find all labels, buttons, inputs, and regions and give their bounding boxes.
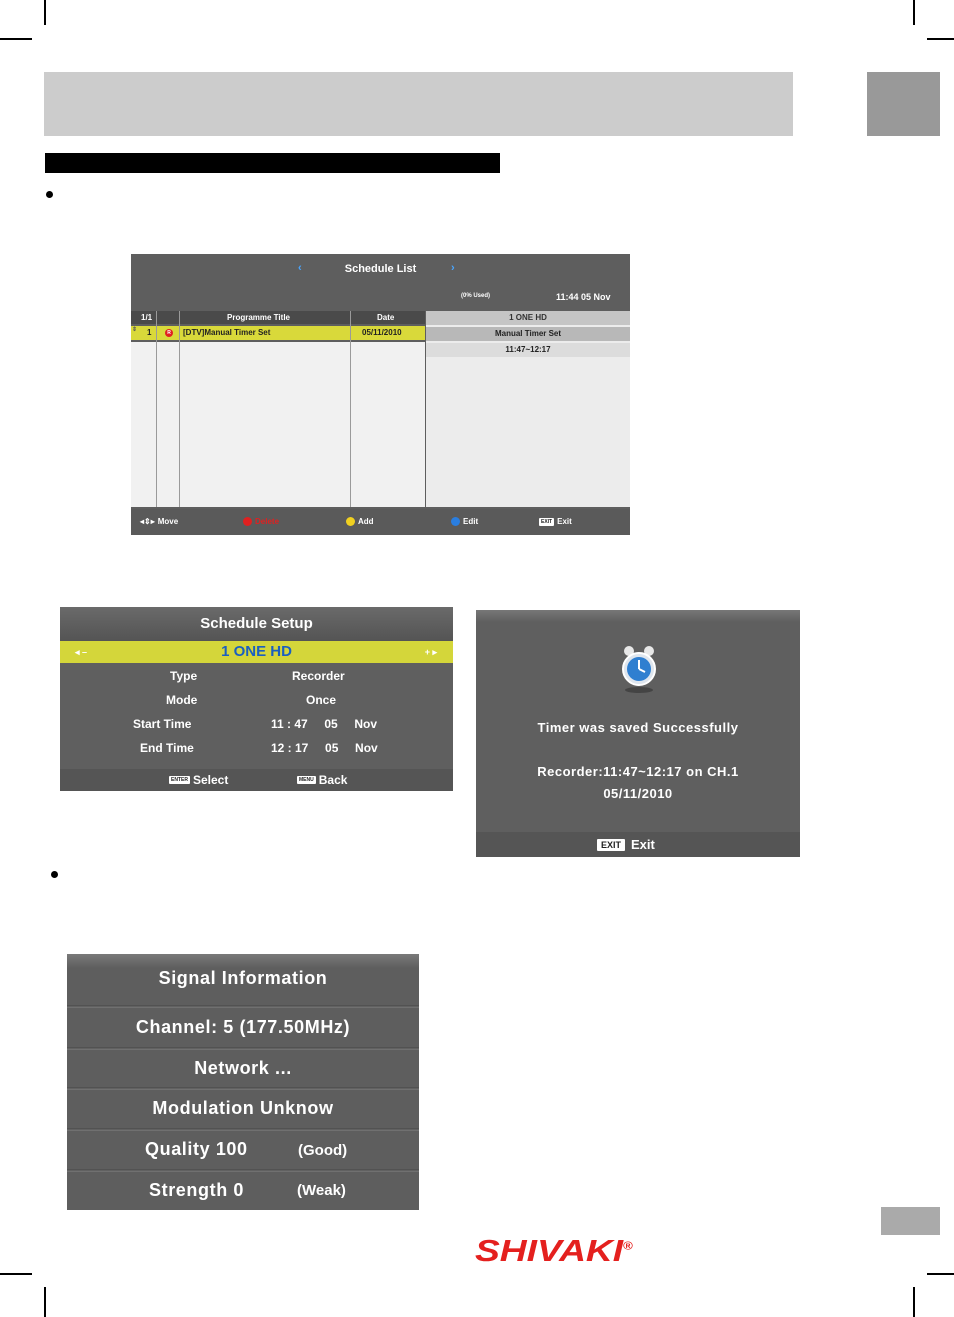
type-label: Type <box>170 669 198 683</box>
schedule-setup-title: Schedule Setup <box>60 607 453 641</box>
popup-top-edge <box>476 610 800 622</box>
divider <box>179 311 180 507</box>
bullet-point <box>51 871 58 878</box>
timer-detail-line2: 05/11/2010 <box>603 786 673 801</box>
timer-message: Timer was saved Successfully <box>537 720 739 735</box>
crop-mark <box>927 1273 954 1275</box>
col-index: 1/1 <box>141 313 153 322</box>
move-hint: ◂⇕▸ Move <box>140 517 179 526</box>
schedule-list-footer <box>131 509 630 535</box>
divider <box>67 1169 419 1172</box>
crop-mark <box>0 1273 32 1275</box>
modulation-info: Modulation Unknow <box>152 1098 334 1118</box>
scroll-icon: ⇕ <box>132 327 138 333</box>
row-date: 05/11/2010 <box>362 328 402 337</box>
yellow-key-icon <box>346 517 355 526</box>
type-value[interactable]: Recorder <box>292 669 345 683</box>
move-arrows-icon: ◂⇕▸ <box>140 517 155 526</box>
col-date: Date <box>377 313 395 322</box>
bullet-point <box>46 191 53 198</box>
detail-channel: 1 ONE HD <box>426 311 630 325</box>
header-band <box>44 72 793 136</box>
exit-key-icon: EXIT <box>597 839 625 851</box>
clock-label: 11:44 05 Nov <box>556 292 611 302</box>
schedule-setup-footer <box>60 769 453 791</box>
crop-mark <box>0 38 32 40</box>
divider <box>350 311 351 507</box>
delete-button[interactable]: Delete <box>243 517 279 526</box>
crop-mark <box>927 38 954 40</box>
back-button[interactable]: MENU Back <box>299 773 348 787</box>
header-tab <box>867 72 940 136</box>
detail-panel <box>426 311 630 507</box>
col-title: Programme Title <box>227 313 290 322</box>
end-time-value[interactable]: 12 : 17 05 Nov <box>271 741 378 755</box>
mode-value[interactable]: Once <box>306 693 337 707</box>
registered-mark: ® <box>623 1240 633 1253</box>
detail-name: Manual Timer Set <box>426 327 630 341</box>
start-time-label: Start Time <box>133 717 192 731</box>
crop-mark <box>913 0 915 25</box>
arrow-right-icon[interactable]: + ▸ <box>424 647 437 657</box>
quality-status: (Good) <box>298 1142 348 1159</box>
signal-info-title: Signal Information <box>158 968 328 988</box>
schedule-setup-screen <box>60 607 453 791</box>
divider <box>67 1005 419 1008</box>
screen-top-edge <box>67 954 419 968</box>
select-button[interactable]: ENTER Select <box>171 773 229 787</box>
network-info: Network ... <box>194 1058 292 1078</box>
signal-info-screen <box>67 954 419 1210</box>
divider <box>67 1087 419 1090</box>
section-bar <box>45 153 500 173</box>
arrow-right-icon[interactable]: › <box>451 262 455 274</box>
strength-status: (Weak) <box>297 1182 346 1199</box>
channel-info: Channel: 5 (177.50MHz) <box>135 1017 351 1037</box>
schedule-list-screen <box>131 254 630 535</box>
timer-popup-footer <box>476 832 800 857</box>
strength-info: Strength 0 <box>149 1180 245 1200</box>
blue-key-icon <box>451 517 460 526</box>
channel-value: 1 ONE HD <box>221 643 292 660</box>
row-number: 1 <box>147 328 152 337</box>
arrow-left-icon[interactable]: ◂ – <box>75 647 88 657</box>
mode-label: Mode <box>166 693 198 707</box>
divider <box>67 1128 419 1131</box>
page-number-tab <box>881 1207 940 1235</box>
table-row[interactable] <box>131 326 425 340</box>
detail-time: 11:47~12:17 <box>426 343 630 357</box>
schedule-list-title: Schedule List <box>344 263 417 275</box>
divider <box>156 311 157 507</box>
usage-label: (0% Used) <box>461 293 491 299</box>
table-header <box>131 311 425 324</box>
crop-mark <box>44 1287 46 1317</box>
alarm-clock-icon <box>620 644 658 696</box>
menu-key-icon: MENU <box>299 777 314 783</box>
exit-button[interactable]: EXIT Exit <box>597 837 655 852</box>
crop-mark <box>44 0 46 25</box>
exit-button[interactable]: EXIT Exit <box>541 517 572 526</box>
timer-detail-line1: Recorder:11:47~12:17 on CH.1 <box>537 764 739 779</box>
edit-button[interactable]: Edit <box>451 517 478 526</box>
red-key-icon <box>243 517 252 526</box>
brand-logo <box>475 1233 633 1269</box>
exit-key-icon: EXIT <box>541 518 553 525</box>
row-title: [DTV]Manual Timer Set <box>183 328 271 337</box>
record-icon: R <box>165 329 173 337</box>
timer-saved-popup <box>476 610 800 857</box>
crop-mark <box>913 1287 915 1317</box>
start-time-value[interactable]: 11 : 47 05 Nov <box>271 717 378 731</box>
enter-key-icon: ENTER <box>171 777 188 783</box>
arrow-left-icon[interactable]: ‹ <box>298 262 302 274</box>
schedule-list-body <box>131 342 425 507</box>
quality-info: Quality 100 <box>145 1139 248 1159</box>
divider <box>67 1047 419 1050</box>
brand-name: SHIVAKI <box>475 1233 624 1268</box>
add-button[interactable]: Add <box>346 517 374 526</box>
channel-selector[interactable] <box>60 641 453 663</box>
end-time-label: End Time <box>140 741 194 755</box>
